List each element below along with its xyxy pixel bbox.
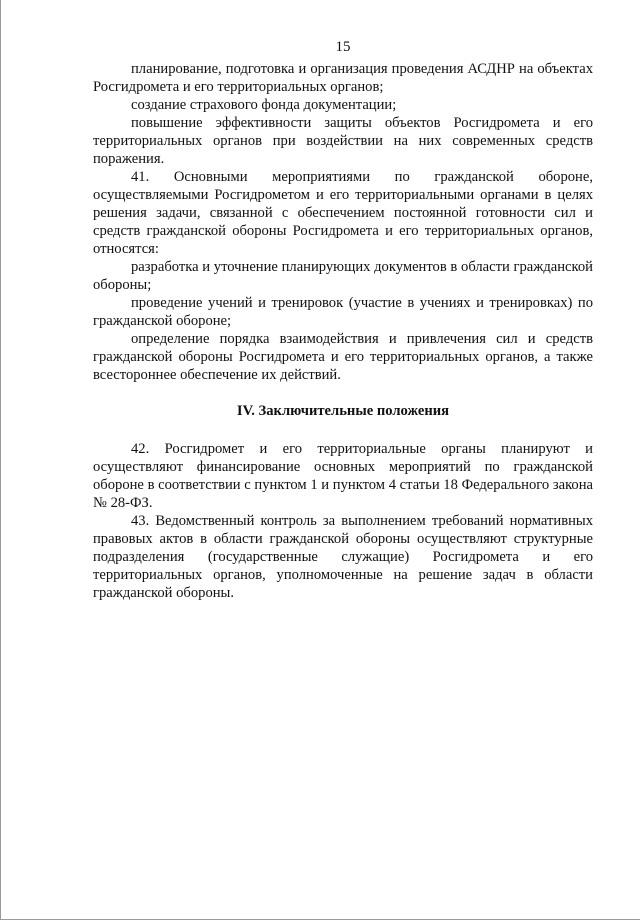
paragraph-41: 41. Основными мероприятиями по гражданской обороне, осуществляемыми Росгидрометом и его территориальными органами в целях решения задачи, связанной с обеспечением постоянной готовности сил и средств гражданской обороны Росгидромета и его территориальных органов, относятся: — [93, 169, 593, 257]
paragraph-interaction-order: определение порядка взаимодействия и привлечения сил и средств гражданской обороны Росгидромета и его территориальных органов, а также всестороннее обеспечение их действий. — [93, 331, 593, 383]
paragraph-asdnr-planning: планирование, подготовка и организация проведения АСДНР на объектах Росгидромета и его территориальных органов; — [93, 61, 593, 95]
section-heading: IV. Заключительные положения — [236, 403, 450, 419]
paragraph-43: 43. Ведомственный контроль за выполнением требований нормативных правовых актов в области гражданской обороны осуществляют структурные подразделения (государственные служащие) Росгидромета и его территориальных органов, уполномоченные на решение задач в области гражданской обороны. — [93, 513, 593, 601]
paragraph-planning-documents: разработка и уточнение планирующих документов в области гражданской обороны; — [93, 259, 593, 293]
page-body — [93, 38, 593, 602]
paragraph-exercises-training: проведение учений и тренировок (участие в учениях и тренировках) по гражданской обороне; — [93, 295, 593, 329]
page-number: 15 — [335, 39, 351, 55]
paragraph-42: 42. Росгидромет и его территориальные органы планируют и осуществляют финансирование основных мероприятий по гражданской обороне в соответствии с пунктом 1 и пунктом 4 статьи 18 Федерального закона № 28-ФЗ. — [93, 441, 593, 511]
paragraph-protection-efficiency: повышение эффективности защиты объектов Росгидромета и его территориальных органов при воздействии на них современных средств поражения. — [93, 115, 593, 167]
paragraph-insurance-fund: создание страхового фонда документации; — [131, 97, 397, 113]
